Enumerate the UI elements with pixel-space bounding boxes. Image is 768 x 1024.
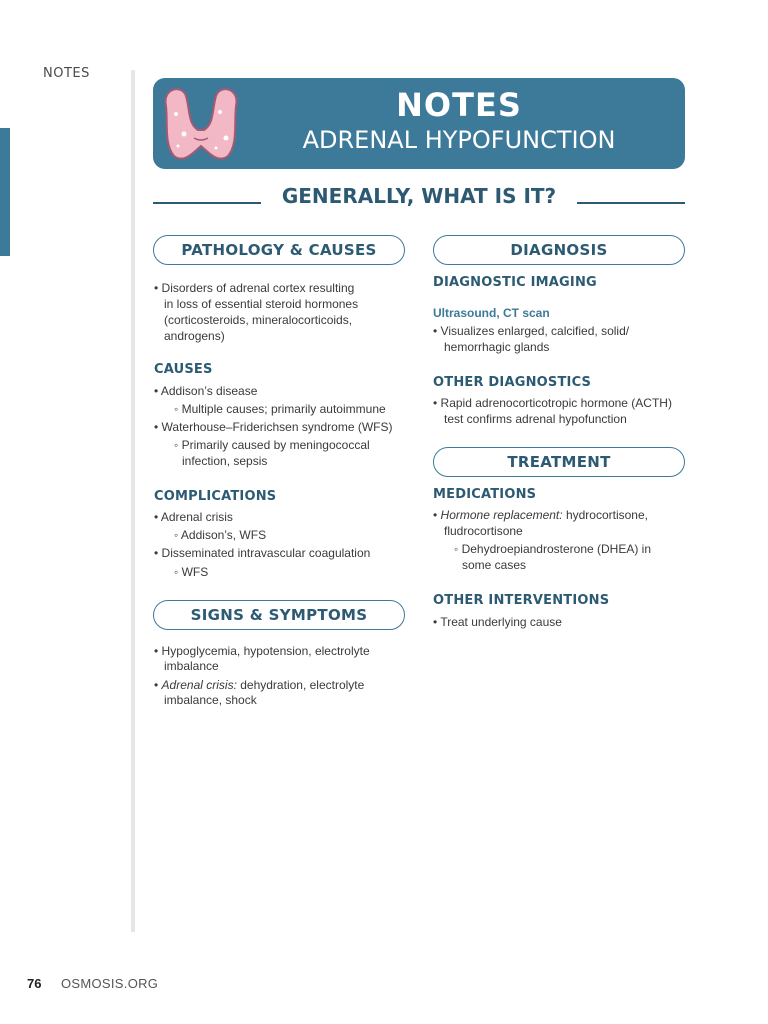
causes-heading: CAUSES — [154, 362, 213, 377]
other-interventions-heading: OTHER INTERVENTIONS — [433, 593, 610, 608]
footer-site: OSMOSIS.ORG — [61, 976, 159, 991]
other-diagnostics-line: • Rapid adrenocorticotropic hormone (ACTH) — [433, 396, 672, 410]
signs-crisis-rest: dehydration, electrolyte — [236, 678, 365, 692]
side-tab — [0, 128, 10, 256]
medications-label: Hormone replacement: — [440, 508, 563, 522]
pathology-line: • Disorders of adrenal cortex resulting — [154, 281, 355, 295]
pathology-line: in loss of essential steroid hormones — [164, 297, 359, 311]
pathology-line: (corticosteroids, mineralocorticoids, — [164, 313, 353, 327]
signs-pill: SIGNS & SYMPTOMS — [153, 600, 405, 630]
vertical-divider — [131, 70, 135, 932]
adrenal-gland-illustration — [158, 84, 244, 164]
heading-rule-right — [577, 202, 685, 204]
complications-line: • Disseminated intravascular coagulation — [154, 546, 371, 560]
complications-line: • Adrenal crisis — [154, 510, 233, 524]
banner-subtitle: ADRENAL HYPOFUNCTION — [302, 126, 616, 154]
complications-heading: COMPLICATIONS — [154, 489, 277, 504]
medications-heading: MEDICATIONS — [433, 487, 537, 502]
signs-line: • Hypoglycemia, hypotension, electrolyte — [154, 644, 370, 658]
section-heading — [153, 186, 685, 220]
page-number: 76 — [27, 976, 42, 991]
diagnosis-pill: DIAGNOSIS — [433, 235, 685, 265]
causes-line: ◦ Primarily caused by meningococcal — [174, 438, 370, 452]
imaging-line: hemorrhagic glands — [444, 340, 550, 354]
imaging-line: • Visualizes enlarged, calcified, solid/ — [433, 324, 630, 338]
pathology-line: androgens) — [164, 329, 225, 343]
other-interventions-line: • Treat underlying cause — [433, 615, 562, 629]
complications-line: ◦ WFS — [174, 565, 209, 579]
medications-rest: hydrocortisone, — [562, 508, 648, 522]
signs-crisis-line: • Adrenal crisis: dehydration, electrolyte — [154, 678, 365, 692]
other-diagnostics-line: test confirms adrenal hypofunction — [444, 412, 627, 426]
signs-line: imbalance, shock — [164, 693, 257, 707]
imaging-subheading: Ultrasound, CT scan — [433, 306, 550, 320]
pathology-pill: PATHOLOGY & CAUSES — [153, 235, 405, 265]
section-heading-text: GENERALLY, WHAT IS IT? — [281, 184, 557, 208]
causes-line: infection, sepsis — [182, 454, 268, 468]
margin-label: NOTES — [43, 66, 90, 81]
causes-line: ◦ Multiple causes; primarily autoimmune — [174, 402, 386, 416]
causes-line: • Waterhouse–Friderichsen syndrome (WFS) — [154, 420, 393, 434]
other-diagnostics-heading: OTHER DIAGNOSTICS — [433, 375, 592, 390]
medications-subline: some cases — [462, 558, 527, 572]
medications-subline: ◦ Dehydroepiandrosterone (DHEA) in — [454, 542, 652, 556]
signs-crisis-label: Adrenal crisis: — [161, 678, 237, 692]
causes-line: • Addison’s disease — [154, 384, 258, 398]
banner-title: NOTES — [396, 86, 522, 124]
medications-line: fludrocortisone — [444, 524, 523, 538]
treatment-pill: TREATMENT — [433, 447, 685, 477]
imaging-heading: DIAGNOSTIC IMAGING — [433, 275, 597, 290]
complications-line: ◦ Addison’s, WFS — [174, 528, 267, 542]
signs-line: imbalance — [164, 659, 219, 673]
medications-line: • Hormone replacement: hydrocortisone, — [433, 508, 648, 522]
